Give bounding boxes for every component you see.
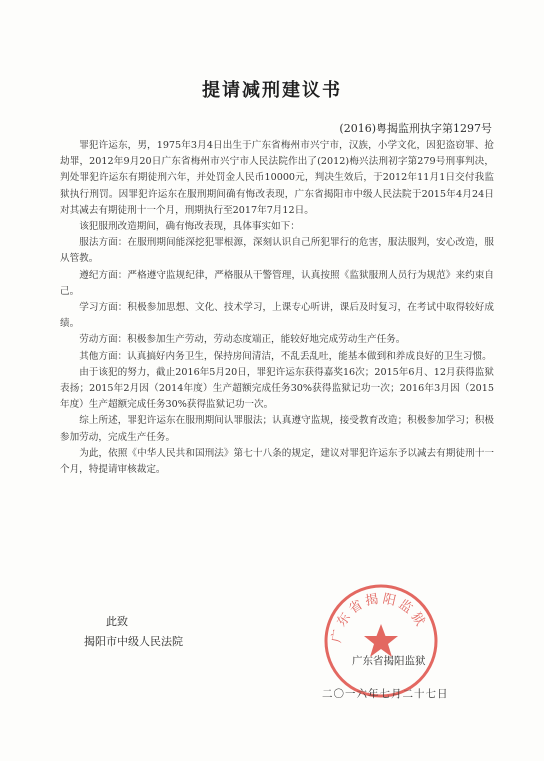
document-number: (2016)粤揭监刑执字第1297号	[339, 122, 492, 135]
paragraph-awards: 由于该犯的努力，截止2016年5月20日，罪犯许运东获得嘉奖16次；2015年6月、12月获得监狱表扬；2015年2月因（2014年度）生产超额完成任务30%获得监狱记功一次；2016年3月因（2015年度）生产超额完成任务30%获得监狱记功一次。	[60, 366, 494, 411]
paragraph-summary: 综上所述，罪犯许运东在服刑期间认罪服法；认真遵守监规，接受教育改造；积极参加学习；积极参加劳动，完成生产任务。	[60, 415, 494, 443]
recipient-name: 揭阳市中级人民法院	[84, 635, 183, 648]
paragraph-labor: 劳动方面：积极参加生产劳动，劳动态度端正，能较好地完成劳动生产任务。	[79, 334, 406, 346]
paragraph-other: 其他方面：认真搞好内务卫生，保持房间清洁，不乱丢乱吐，能基本做到和养成良好的卫生习惯。	[79, 350, 492, 362]
document-date: 二〇一六年七月二十七日	[322, 688, 449, 700]
paragraph-case-summary: 罪犯许运东，男，1975年3月4日出生于广东省梅州市兴宁市，汉族，小学文化，因犯盗窃罪、抢劫罪，2012年9月20日广东省梅州市兴宁市人民法院作出了(2012)梅兴法刑初字第279号刑事判决，判处罪犯许运东有期徒刑六年，并处罚金人民币10000元，判决生效后，于2012年11月1日交付我监狱执行刑罚。因罪犯许运东在服刑期间确有悔改表现，广东省揭阳市中级人民法院于2015年4月24日对其减去有期徒刑十一个月，刑期执行至2017年7月12日。	[60, 140, 494, 216]
closing-salutation: 此致	[106, 615, 128, 628]
document-body	[60, 138, 494, 478]
document-title: 提请减刑建议书	[202, 80, 342, 101]
recipient-block	[84, 612, 183, 652]
svg-text:广东省揭阳监狱: 广东省揭阳监狱	[329, 591, 429, 645]
official-seal-icon	[322, 582, 440, 700]
paragraph-study: 学习方面：积极参加思想、文化、技术学习，上课专心听讲，课后及时复习，在考试中取得较好成绩。	[60, 302, 494, 330]
paragraph-recommendation: 为此，依照《中华人民共和国刑法》第七十八条的规定，建议对罪犯许运东予以减去有期徒刑十一个月，特提请审核裁定。	[60, 447, 494, 476]
signer-name: 广东省揭阳监狱	[352, 655, 426, 667]
paragraph-law-abiding: 服法方面：在服刑期间能深挖犯罪根源，深刻认识自己所犯罪行的危害，服法服判，安心改造，服从管教。	[60, 237, 494, 265]
paragraph-discipline: 遵纪方面：严格遵守监规纪律，严格服从干警管理，认真按照《监狱服刑人员行为规范》来约束自己。	[60, 269, 494, 297]
paragraph-intro: 该犯服刑改造期间，确有悔改表现，具体事实如下：	[79, 221, 300, 233]
